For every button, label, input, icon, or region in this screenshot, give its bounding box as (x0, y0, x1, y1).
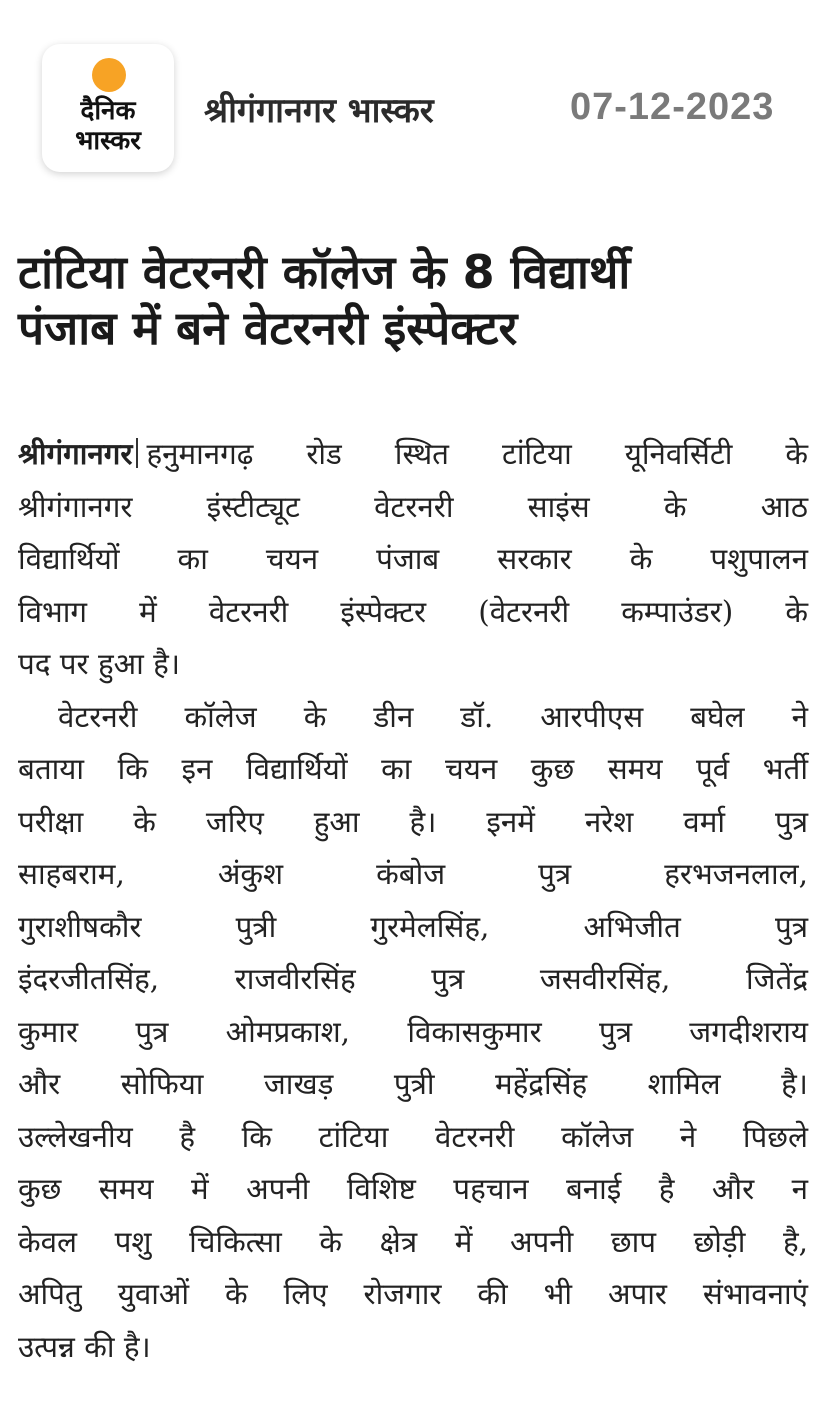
body-line: वेटरनरी कॉलेज के डीन डॉ. आरपीएस बघेल ने (58, 699, 808, 734)
logo-text-line1: दैनिक (80, 96, 136, 126)
logo-text-line2: भास्कर (75, 126, 141, 156)
body-line: पद पर हुआ है। (18, 647, 181, 681)
sun-icon (92, 58, 126, 92)
body-line: कुछ समय में अपनी विशिष्ट पहचान बनाई है और न (18, 1172, 808, 1206)
body-line: और सोफिया जाखड़ पुत्री महेंद्रसिंह शामिल है। (18, 1067, 808, 1101)
body-line: उत्पन्न की है। (18, 1329, 151, 1364)
article-headline (18, 244, 818, 356)
headline-line: पंजाब में बने वेटरनरी इंस्पेक्टर (18, 301, 518, 355)
body-line-text: हनुमानगढ़ रोड स्थित टांटिया यूनिवर्सिटी के (146, 437, 808, 471)
body-line: इंदरजीतसिंह, राजवीरसिंह पुत्र जसवीरसिंह, जितेंद्र (18, 962, 808, 996)
body-line: गुराशीषकौर पुत्री गुरमेलसिंह, अभिजीत पुत्र (18, 909, 808, 944)
dateline: श्रीगंगानगर (18, 436, 133, 471)
body-line: कुमार पुत्र ओमप्रकाश, विकासकुमार पुत्र जगदीशराय (18, 1014, 808, 1049)
body-line: केवल पशु चिकित्सा के क्षेत्र में अपनी छाप छोड़ी है, (18, 1224, 808, 1259)
body-line: विभाग में वेटरनरी इंस्पेक्टर (वेटरनरी कम्पाउंडर) के (18, 594, 808, 629)
body-line: बताया कि इन विद्यार्थियों का चयन कुछ समय पूर्व भर्ती (18, 752, 808, 786)
body-line: श्रीगंगानगर इंस्टीट्यूट वेटरनरी साइंस के आठ (18, 489, 808, 524)
page-header (0, 0, 831, 215)
dateline-separator (136, 438, 138, 468)
article-body (18, 428, 808, 1373)
edition-name: श्रीगंगानगर भास्कर (204, 91, 434, 131)
publication-date: 07-12-2023 (570, 86, 775, 128)
body-line: अपितु युवाओं के लिए रोजगार की भी अपार संभावनाएं (18, 1277, 808, 1311)
body-line: परीक्षा के जरिए हुआ है। इनमें नरेश वर्मा पुत्र (18, 804, 808, 839)
body-line: साहबराम, अंकुश कंबोज पुत्र हरभजनलाल, (18, 857, 808, 891)
headline-line: टांटिया वेटरनरी कॉलेज के 8 विद्यार्थी (18, 245, 631, 299)
body-line: उल्लेखनीय है कि टांटिया वेटरनरी कॉलेज ने पिछले (18, 1119, 808, 1154)
body-line: विद्यार्थियों का चयन पंजाब सरकार के पशुपालन (18, 542, 808, 576)
dainik-bhaskar-logo[interactable] (42, 44, 174, 172)
body-line (18, 428, 808, 481)
